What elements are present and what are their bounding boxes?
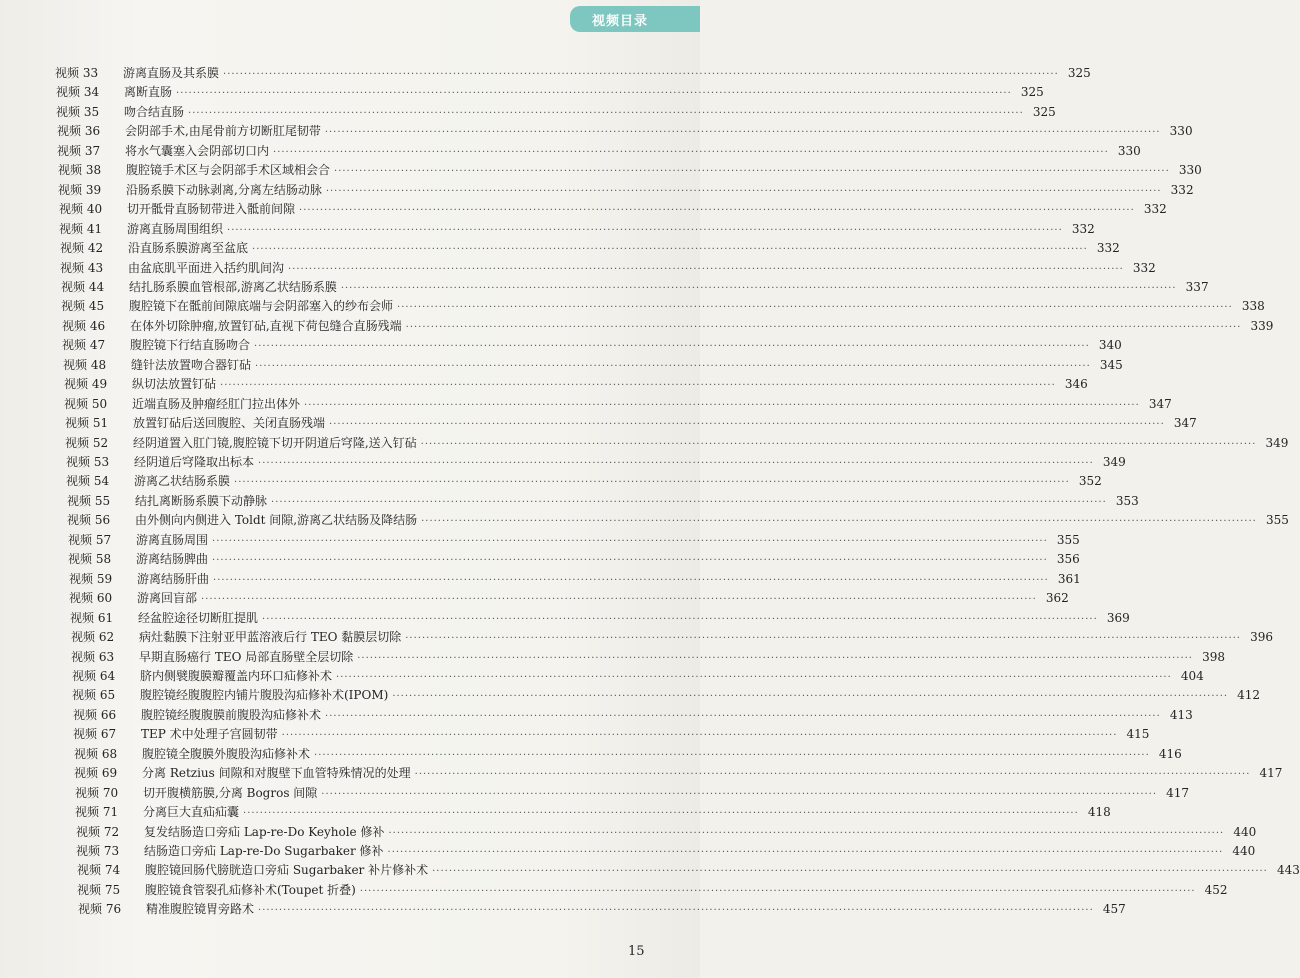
page-number: 15 (628, 944, 645, 959)
video-title: 复发结肠造口旁疝 Lap-re-Do Keyhole 修补 (144, 824, 385, 839)
video-number: 视频 51 (65, 416, 109, 431)
dot-leader: ········································································································································································································ (188, 107, 1024, 119)
dot-leader: ········································································································································································································ (271, 496, 1107, 508)
page-reference: 338 (1241, 299, 1265, 314)
toc-entry (56, 103, 1056, 121)
video-title: 沿直肠系膜游离至盆底 (128, 241, 249, 256)
video-number: 视频 54 (66, 474, 110, 489)
section-header-tab (570, 6, 700, 32)
page-reference: 345 (1099, 357, 1123, 372)
toc-entry (55, 64, 1091, 82)
video-number: 视频 45 (61, 299, 105, 314)
video-title: 脐内侧襞腹膜瓣覆盖内环口疝修补术 (140, 668, 333, 683)
page-reference: 396 (1250, 630, 1273, 645)
video-number: 视频 74 (77, 863, 121, 878)
dot-leader: ········································································································································································································ (281, 730, 1118, 742)
dot-leader: ········································································································································································································ (252, 244, 1088, 256)
video-title: 游离结肠肝曲 (137, 571, 210, 586)
video-title: 经盆腔途径切断肛提肌 (138, 610, 259, 625)
page-reference: 332 (1143, 202, 1167, 217)
dot-leader: ········································································································································································································ (258, 458, 1094, 469)
dot-leader: ········································································································································································································ (314, 749, 1150, 761)
toc-entry (63, 356, 1123, 374)
dot-leader: ········································································································································································································ (258, 905, 1094, 917)
video-number: 视频 33 (55, 66, 99, 80)
video-number: 视频 38 (58, 163, 102, 178)
video-number: 视频 60 (69, 591, 113, 606)
dot-leader: ········································································································································································································ (262, 613, 1098, 625)
toc-entry (74, 764, 1283, 782)
page-reference: 457 (1102, 902, 1126, 917)
page-reference: 330 (1178, 163, 1202, 178)
video-number: 视频 64 (72, 668, 116, 683)
toc-entry (71, 628, 1273, 646)
video-number: 视频 36 (57, 124, 101, 139)
toc-entry (69, 589, 1069, 607)
dot-leader: ········································································································································································································ (321, 788, 1158, 800)
toc-entry (56, 83, 1044, 101)
video-number: 视频 67 (73, 727, 117, 742)
toc-entry (62, 336, 1122, 354)
page-reference: 339 (1250, 318, 1274, 333)
video-title: 腹腔镜食管裂孔疝修补术(Toupet 折叠) (145, 882, 356, 897)
dot-leader: ········································································································································································································ (227, 224, 1063, 236)
video-title: 放置钉砧后送回腹腔、关闭直肠残端 (133, 416, 326, 431)
page-reference: 362 (1045, 591, 1069, 606)
page-reference: 398 (1202, 649, 1225, 664)
dot-leader: ········································································································································································································ (220, 380, 1056, 392)
video-number: 视频 73 (76, 844, 120, 858)
page-reference: 452 (1204, 882, 1228, 897)
toc-entry (61, 278, 1209, 296)
video-title: 腹腔镜下行结直肠吻合 (130, 338, 251, 353)
dot-leader: ········································································································································································································ (288, 263, 1124, 275)
page-reference: 417 (1259, 766, 1283, 781)
video-number: 视频 44 (61, 279, 105, 294)
page-reference: 417 (1166, 785, 1190, 800)
page-reference: 340 (1098, 338, 1122, 353)
page-reference: 440 (1233, 824, 1257, 839)
dot-leader: ········································································································································································································ (213, 574, 1049, 586)
video-number: 视频 39 (58, 182, 102, 197)
dot-leader: ········································································································································································································ (336, 671, 1172, 683)
video-number: 视频 35 (56, 104, 100, 119)
dot-leader: ········································································································································································································ (212, 555, 1048, 567)
video-title: 切开骶骨直肠韧带进入骶前间隙 (127, 202, 296, 217)
dot-leader: ········································································································································································································ (421, 516, 1257, 528)
toc-entry (68, 531, 1080, 549)
video-number: 视频 52 (65, 435, 109, 450)
toc-entry (57, 122, 1193, 140)
video-number: 视频 59 (69, 571, 113, 586)
video-number: 视频 71 (75, 805, 119, 820)
video-title: 结扎肠系膜血管根部,游离乙状结肠系膜 (129, 279, 337, 294)
page-reference: 332 (1096, 241, 1120, 256)
page-reference: 332 (1132, 260, 1156, 275)
page-reference: 347 (1148, 396, 1172, 411)
toc-entry (66, 472, 1102, 490)
dot-leader: ········································································································································································································ (324, 127, 1161, 139)
toc-entry (73, 725, 1150, 743)
toc-entry (64, 395, 1172, 413)
dot-leader: ········································································································································································································ (340, 282, 1177, 294)
video-number: 视频 65 (72, 688, 116, 703)
dot-leader: ········································································································································································································ (405, 633, 1241, 645)
dot-leader: ········································································································································································································ (357, 652, 1193, 664)
video-number: 视频 47 (62, 338, 106, 353)
dot-leader: ········································································································································································································ (223, 69, 1059, 80)
toc-entry (58, 161, 1202, 179)
video-title: TEP 术中处理子宫圆韧带 (141, 727, 278, 742)
toc-entry (61, 297, 1265, 315)
toc-entry (71, 648, 1225, 666)
toc-entry (77, 861, 1300, 879)
dot-leader: ········································································································································································································ (414, 769, 1251, 781)
page-reference: 418 (1087, 805, 1111, 820)
video-title: 腹腔镜经腹腹膜前腹股沟疝修补术 (141, 707, 322, 722)
toc-entry (62, 317, 1274, 335)
video-number: 视频 70 (75, 785, 119, 800)
dot-leader: ········································································································································································································ (334, 166, 1170, 178)
video-title: 游离结肠脾曲 (136, 552, 209, 567)
dot-leader: ········································································································································································································ (420, 438, 1257, 450)
dot-leader: ········································································································································································································ (392, 691, 1229, 703)
page-reference: 325 (1032, 104, 1056, 119)
video-title: 早期直肠癌行 TEO 局部直肠壁全层切除 (139, 649, 354, 664)
page-reference: 356 (1056, 552, 1080, 567)
video-number: 视频 68 (74, 746, 118, 761)
video-number: 视频 34 (56, 85, 100, 100)
video-number: 视频 53 (66, 455, 110, 469)
video-number: 视频 55 (67, 493, 111, 508)
page-reference: 355 (1265, 513, 1289, 528)
page-reference: 330 (1169, 124, 1193, 139)
toc-entry (57, 142, 1141, 160)
video-title: 在体外切除肿瘤,放置钉砧,直视下荷包缝合直肠残端 (130, 318, 402, 333)
video-number: 视频 49 (64, 377, 108, 392)
video-title: 腹腔镜手术区与会阴部手术区域相会合 (126, 163, 331, 178)
toc-entry (76, 823, 1257, 841)
toc-entry (64, 375, 1088, 393)
toc-entry (75, 803, 1111, 821)
toc-entry (73, 706, 1193, 724)
video-title: 分离 Retzius 间隙和对腹壁下血管特殊情况的处理 (142, 766, 411, 781)
toc-entry (70, 609, 1130, 627)
page-reference: 346 (1064, 377, 1088, 392)
toc-entry (58, 181, 1194, 199)
video-number: 视频 43 (60, 260, 104, 275)
dot-leader: ········································································································································································································ (387, 847, 1224, 858)
page-reference: 440 (1232, 844, 1256, 858)
dot-leader: ········································································································································································································ (325, 710, 1161, 722)
page-reference: 416 (1158, 746, 1182, 761)
video-number: 视频 57 (68, 532, 112, 547)
toc-entry (66, 453, 1126, 471)
video-title: 经阴道后穹隆取出标本 (134, 455, 255, 469)
page-reference: 415 (1126, 727, 1150, 742)
dot-leader: ········································································································································································································ (397, 302, 1233, 314)
toc-entry (67, 492, 1139, 510)
toc-entry (59, 200, 1167, 218)
video-number: 视频 75 (77, 882, 121, 897)
dot-leader: ········································································································································································································ (359, 885, 1196, 897)
video-title: 分离巨大直疝疝囊 (143, 805, 240, 820)
video-number: 视频 48 (63, 357, 107, 372)
page-reference: 330 (1117, 143, 1141, 158)
video-title: 切开腹横筋膜,分离 Bogros 间隙 (143, 785, 318, 800)
page-reference: 325 (1020, 85, 1044, 100)
video-title: 纵切法放置钉砧 (132, 377, 217, 392)
video-title: 经阴道置入肛门镜,腹腔镜下切开阴道后穹隆,送入钉砧 (133, 435, 417, 450)
toc-entry (67, 511, 1289, 529)
video-title: 结扎离断肠系膜下动静脉 (135, 493, 268, 508)
toc-entry (65, 434, 1289, 452)
video-title: 腹腔镜经腹腹腔内铺片腹股沟疝修补术(IPOM) (140, 688, 389, 703)
dot-leader: ········································································································································································································ (273, 146, 1109, 158)
video-number: 视频 37 (57, 143, 101, 158)
toc-entry (77, 881, 1228, 899)
video-title: 游离直肠及其系膜 (123, 66, 220, 80)
video-number: 视频 46 (62, 318, 106, 333)
toc-entry (60, 259, 1156, 277)
video-title: 离断直肠 (124, 85, 173, 100)
page-reference: 325 (1067, 66, 1091, 80)
toc-entry (59, 220, 1095, 238)
video-title: 由外侧向内侧进入 Toldt 间隙,游离乙状结肠及降结肠 (135, 513, 418, 528)
toc-entry (72, 686, 1261, 704)
video-title: 游离回盲部 (137, 591, 198, 606)
dot-leader: ········································································································································································································ (304, 399, 1140, 411)
video-number: 视频 42 (60, 241, 104, 256)
dot-leader: ········································································································································································································ (176, 88, 1012, 100)
video-title: 游离直肠周围组织 (127, 221, 224, 236)
video-title: 游离乙状结肠系膜 (134, 474, 231, 489)
page-reference: 352 (1078, 474, 1102, 489)
page-reference: 412 (1237, 688, 1261, 703)
toc-entry (65, 414, 1197, 432)
dot-leader: ········································································································································································································ (254, 341, 1090, 353)
toc-entry (68, 550, 1080, 568)
dot-leader: ········································································································································································································ (299, 205, 1135, 217)
dot-leader: ········································································································································································································ (212, 535, 1048, 547)
video-title: 精准腹腔镜胃旁路术 (146, 902, 255, 917)
dot-leader: ········································································································································································································ (405, 321, 1242, 333)
dot-leader: ········································································································································································································ (255, 360, 1091, 372)
page-reference: 369 (1106, 610, 1130, 625)
video-number: 视频 76 (78, 902, 122, 917)
video-title: 沿肠系膜下动脉剥离,分离左结肠动脉 (126, 182, 322, 197)
page-reference: 353 (1115, 493, 1139, 508)
dot-leader: ········································································································································································································ (432, 866, 1268, 878)
video-title: 由盆底肌平面进入括约肌间沟 (128, 260, 285, 275)
dot-leader: ········································································································································································································ (329, 419, 1165, 431)
page-reference: 347 (1173, 416, 1197, 431)
video-title: 腹腔镜全腹膜外腹股沟疝修补术 (142, 746, 311, 761)
page-reference: 349 (1102, 455, 1126, 469)
dot-leader: ········································································································································································································ (325, 185, 1162, 197)
dot-leader: ········································································································································································································ (201, 594, 1037, 606)
video-number: 视频 41 (59, 221, 103, 236)
video-table-of-contents (0, 60, 1300, 940)
toc-entry (74, 745, 1182, 763)
video-number: 视频 63 (71, 649, 115, 664)
video-title: 会阴部手术,由尾骨前方切断肛尾韧带 (125, 124, 321, 139)
video-number: 视频 62 (71, 630, 115, 645)
video-number: 视频 40 (59, 202, 103, 217)
video-title: 吻合结直肠 (124, 104, 185, 119)
video-number: 视频 66 (73, 707, 117, 722)
video-title: 将水气囊塞入会阴部切口内 (125, 143, 270, 158)
dot-leader: ········································································································································································································ (243, 808, 1079, 820)
video-number: 视频 69 (74, 766, 118, 781)
video-title: 结肠造口旁疝 Lap-re-Do Sugarbaker 修补 (144, 844, 384, 858)
video-title: 近端直肠及肿瘤经肛门拉出体外 (132, 396, 301, 411)
section-title: 视频目录 (592, 14, 649, 29)
toc-entry (75, 784, 1190, 802)
dot-leader: ········································································································································································································ (234, 477, 1070, 489)
video-number: 视频 61 (70, 610, 114, 625)
toc-entry (69, 570, 1081, 588)
video-title: 游离直肠周围 (136, 532, 209, 547)
video-title: 缝针法放置吻合器钉砧 (131, 357, 252, 372)
toc-entry (76, 842, 1256, 860)
page-reference: 355 (1056, 532, 1080, 547)
video-title: 病灶黏膜下注射亚甲蓝溶液后行 TEO 黏膜层切除 (139, 630, 402, 645)
video-title: 腹腔镜下在骶前间隙底端与会阴部塞入的纱布会师 (129, 299, 394, 314)
video-number: 视频 56 (67, 513, 111, 528)
page-reference: 413 (1169, 707, 1193, 722)
page-reference: 404 (1180, 668, 1204, 683)
video-number: 视频 58 (68, 552, 112, 567)
page-reference: 337 (1185, 279, 1209, 294)
toc-entry (72, 667, 1204, 685)
page-reference: 443 (1276, 863, 1300, 878)
video-number: 视频 72 (76, 824, 120, 839)
page-reference: 361 (1057, 571, 1081, 586)
page-reference: 332 (1170, 182, 1194, 197)
video-number: 视频 50 (64, 396, 108, 411)
page-reference: 349 (1265, 435, 1289, 450)
toc-entry (60, 239, 1120, 257)
page-reference: 332 (1071, 221, 1095, 236)
video-title: 腹腔镜回肠代膀胱造口旁疝 Sugarbaker 补片修补术 (145, 863, 429, 878)
dot-leader: ········································································································································································································ (388, 827, 1225, 839)
toc-entry (78, 900, 1126, 918)
